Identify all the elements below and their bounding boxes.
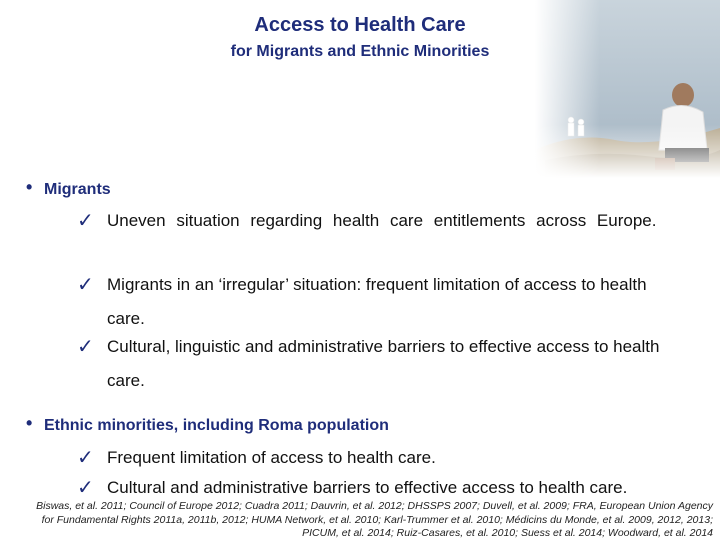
minorities-item-limitation-text: Frequent limitation of access to health care. [107,448,436,467]
migrants-item-barriers-text: Cultural, linguistic and administrative barriers to effective access to health care. [107,337,660,390]
migrants-item-irregular-text: Migrants in an ‘irregular’ situation: frequent limitation of access to health care. [107,275,647,328]
bullet-dot-icon: • [26,177,33,197]
bullet-ethnic-minorities-label: Ethnic minorities, including Roma population [44,417,389,434]
minorities-item-limitation [77,441,679,475]
check-mark-icon: ✓ [77,475,94,499]
seaside-photo-illustration [535,0,720,178]
bullet-migrants [26,177,111,199]
seaside-photo [535,0,720,178]
slide-title: Access to Health Care [254,14,466,36]
migrants-item-entitlements [77,204,679,238]
check-mark-icon: ✓ [77,445,94,469]
migrants-item-irregular [77,268,679,336]
references: Biswas, et al. 2011; Council of Europe 2012; Cuadra 2011; Dauvrin, et al. 2012; DHSSPS 2007; Duvell, et al. 2009; FRA, European Union Agency for Fundamental Rights 2011a, 2011b, 2012; HUMA Network, et al. 2010; Karl-Trummer et al. 2010; Médicins du Monde, et al. 2009, 2012, 2013; PICUM, et al. 2014; Ruiz-Casares, et al. 2010; Suess et al. 2014; Woodward, et al. 2014 [36,500,713,539]
migrants-item-entitlements-text: Uneven situation regarding health care entitlements across Europe. [107,211,657,230]
check-mark-icon: ✓ [77,272,94,296]
check-mark-icon: ✓ [77,208,94,232]
bullet-migrants-label: Migrants [44,181,111,198]
migrants-item-barriers [77,330,679,398]
slide-subtitle: for Migrants and Ethnic Minorities [230,43,490,60]
bullet-dot-icon: • [26,413,33,433]
check-mark-icon: ✓ [77,334,94,358]
minorities-item-barriers-text: Cultural and administrative barriers to effective access to health care. [107,478,628,497]
